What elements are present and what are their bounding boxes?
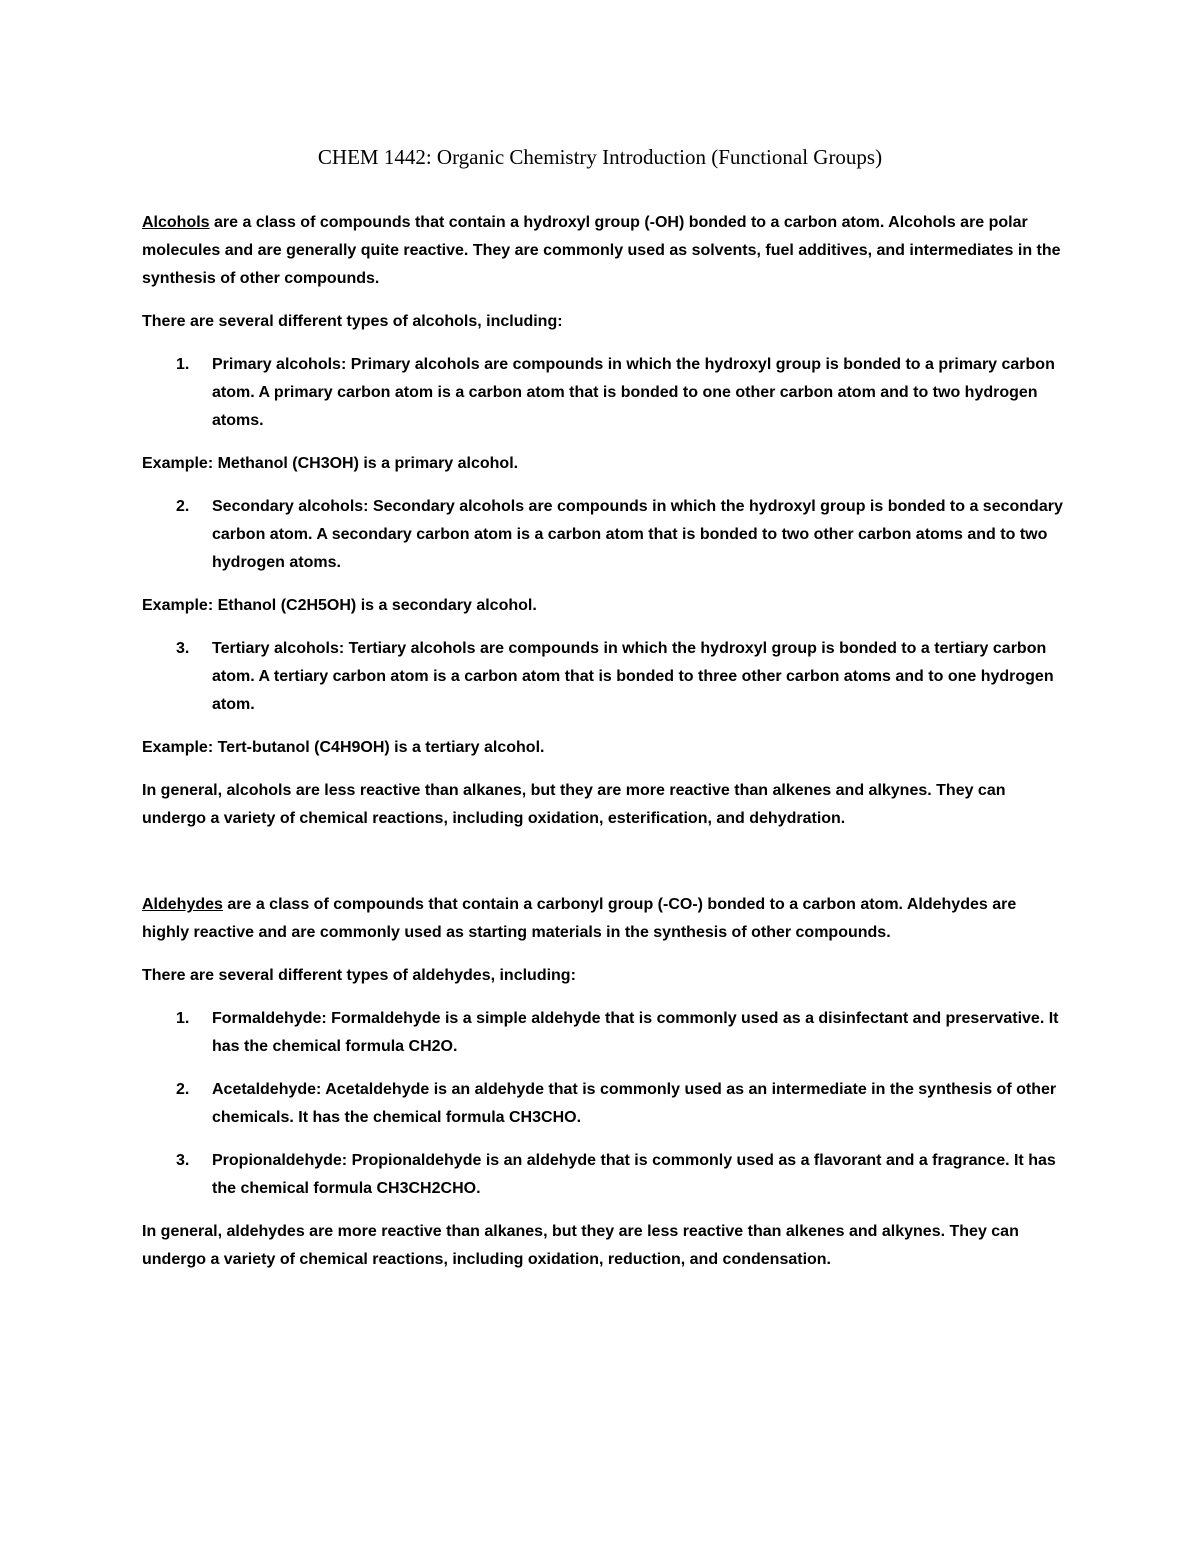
list-number: 3. (176, 1152, 190, 1169)
alcohol-list-2 (142, 493, 1067, 577)
section-spacer (142, 848, 1067, 891)
aldehydes-section (142, 891, 1067, 1274)
list-item-text: Propionaldehyde: Propionaldehyde is an aldehyde that is commonly used as a flavorant and a fragrance. It has the chemical formula CH3CH2CHO. (212, 1152, 1056, 1197)
aldehydes-types-intro: There are several different types of aldehydes, including: (142, 967, 576, 984)
list-item (142, 1005, 1067, 1061)
list-item (142, 493, 1067, 577)
alcohol-list-1 (142, 351, 1067, 435)
list-item-text: Formaldehyde: Formaldehyde is a simple aldehyde that is commonly used as a disinfectant and preservative. It has the chemical formula CH2O. (212, 1010, 1059, 1055)
list-item-text: Acetaldehyde: Acetaldehyde is an aldehyde that is commonly used as an intermediate in the synthesis of other chemicals. It has the chemical formula CH3CHO. (212, 1081, 1057, 1126)
list-item (142, 635, 1067, 719)
document-body (142, 209, 1067, 1289)
list-number: 1. (176, 1010, 190, 1027)
example-text: Example: Tert-butanol (C4H9OH) is a tertiary alcohol. (142, 739, 545, 756)
list-number: 3. (176, 640, 190, 657)
aldehydes-term: Aldehydes (142, 896, 223, 913)
list-item (142, 351, 1067, 435)
aldehyde-list (142, 1005, 1067, 1203)
list-item-text: Secondary alcohols: Secondary alcohols are compounds in which the hydroxyl group is bonded to a secondary carbon atom. A secondary carbon atom is a carbon atom that is bonded to two other carbon atoms and to two hydrogen atoms. (212, 498, 1063, 571)
alcohols-summary: In general, alcohols are less reactive than alkanes, but they are more reactive than alkenes and alkynes. They can undergo a variety of chemical reactions, including oxidation, esterification, and dehydration. (142, 782, 1006, 827)
alcohols-intro (142, 209, 1067, 293)
example-text: Example: Methanol (CH3OH) is a primary alcohol. (142, 455, 519, 472)
alcohols-term: Alcohols (142, 214, 210, 231)
list-item (142, 1147, 1067, 1203)
example-text: Example: Ethanol (C2H5OH) is a secondary alcohol. (142, 597, 537, 614)
list-item (142, 1076, 1067, 1132)
list-number: 1. (176, 356, 190, 373)
aldehydes-summary: In general, aldehydes are more reactive than alkanes, but they are less reactive than alkenes and alkynes. They can undergo a variety of chemical reactions, including oxidation, reduction, and condensation. (142, 1223, 1019, 1268)
alcohol-list-3 (142, 635, 1067, 719)
alcohols-section (142, 209, 1067, 833)
alcohols-intro-text: are a class of compounds that contain a hydroxyl group (-OH) bonded to a carbon atom. Alcohols are polar molecules and are generally quite reactive. They are commonly used as solvents, fuel additives, and intermediates in the synthesis of other compounds. (142, 214, 1061, 287)
list-item-text: Tertiary alcohols: Tertiary alcohols are compounds in which the hydroxyl group is bonded to a tertiary carbon atom. A tertiary carbon atom is a carbon atom that is bonded to three other carbon atoms and to one hydrogen atom. (212, 640, 1054, 713)
aldehydes-intro-text: are a class of compounds that contain a carbonyl group (-CO-) bonded to a carbon atom. Aldehydes are highly reactive and are commonly used as starting materials in the synthesis of other compounds. (142, 896, 1017, 941)
list-number: 2. (176, 498, 190, 515)
alcohols-types-intro: There are several different types of alcohols, including: (142, 313, 563, 330)
list-item-text: Primary alcohols: Primary alcohols are compounds in which the hydroxyl group is bonded to a primary carbon atom. A primary carbon atom is a carbon atom that is bonded to one other carbon atom and to two hydrogen atoms. (212, 356, 1055, 429)
list-number: 2. (176, 1081, 190, 1098)
page-title: CHEM 1442: Organic Chemistry Introduction (Functional Groups) (317, 145, 883, 169)
aldehydes-intro (142, 891, 1067, 947)
